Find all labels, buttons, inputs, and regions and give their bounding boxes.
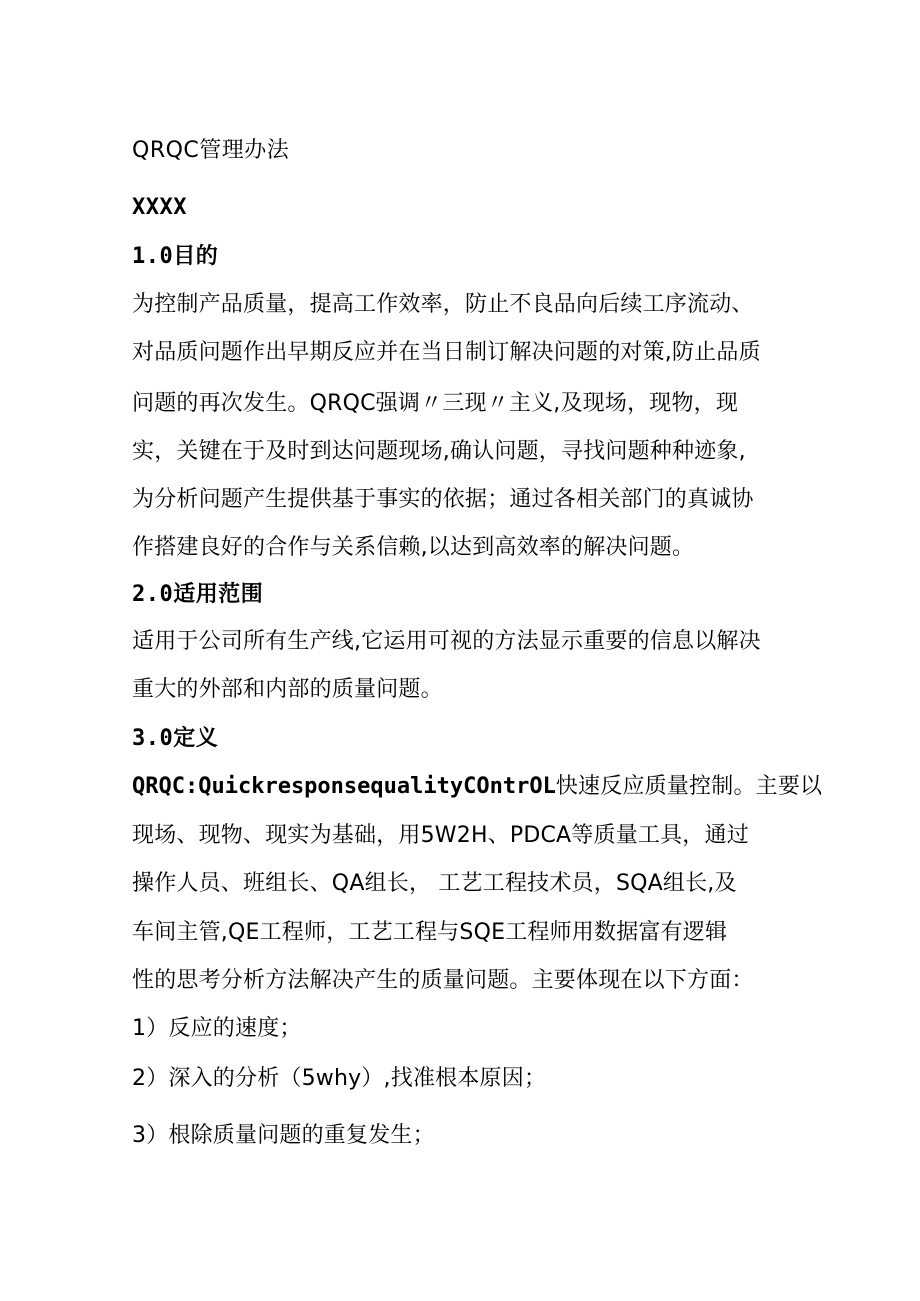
section-1-line-1: 为控制产品质量，提高工作效率，防止不良品向后续工序流动、 xyxy=(132,292,754,317)
section-1-line-3: 问题的再次发生。QRQC强调〃三现〃主义,及现场，现物，现 xyxy=(132,391,739,416)
section-2-heading: 2.0适用范围 xyxy=(132,582,264,607)
section-1-line-2: 对品质问题作出早期反应并在当日制订解决问题的对策,防止品质 xyxy=(132,340,761,365)
section-3-item-3: 3）根除质量问题的重复发生； xyxy=(132,1123,435,1148)
section-3-line-2: 现场、现物、现实为基础，用5W2H、PDCA等质量工具，通过 xyxy=(132,823,749,848)
section-1-line-4: 实，关键在于及时到达问题现场,确认问题，寻找问题种种迹象, xyxy=(132,439,746,464)
definition-text: 快速反应质量控制。主要以 xyxy=(555,774,823,799)
section-3-line-4: 车间主管,QE工程师，工艺工程与SQE工程师用数据富有逻辑 xyxy=(132,920,728,945)
section-1-line-5: 为分析问题产生提供基于事实的依据；通过各相关部门的真诚协 xyxy=(132,487,754,512)
section-3-item-2: 2）深入的分析（5why）,找准根本原因； xyxy=(132,1066,547,1091)
section-1-line-6: 作搭建良好的合作与关系信赖,以达到高效率的解决问题。 xyxy=(132,535,695,560)
section-3-item-1: 1）反应的速度； xyxy=(132,1016,302,1041)
section-2-line-1: 适用于公司所有生产线,它运用可视的方法显示重要的信息以解决 xyxy=(132,629,761,654)
document-author: XXXX xyxy=(132,195,187,220)
section-3-line-5: 性的思考分析方法解决产生的质量问题。主要体现在以下方面： xyxy=(132,968,754,993)
document-title: QRQC管理办法 xyxy=(132,138,290,163)
section-3-heading: 3.0定义 xyxy=(132,726,219,751)
definition-term: QRQC:QuickresponsequalityCOntrOL xyxy=(132,774,556,799)
section-3-line-3: 操作人员、班组长、QA组长， 工艺工程技术员，SQA组长,及 xyxy=(132,871,737,896)
section-1-heading: 1.0目的 xyxy=(132,244,219,269)
section-2-line-2: 重大的外部和内部的质量问题。 xyxy=(132,677,443,702)
section-3-line-1 xyxy=(132,772,823,802)
